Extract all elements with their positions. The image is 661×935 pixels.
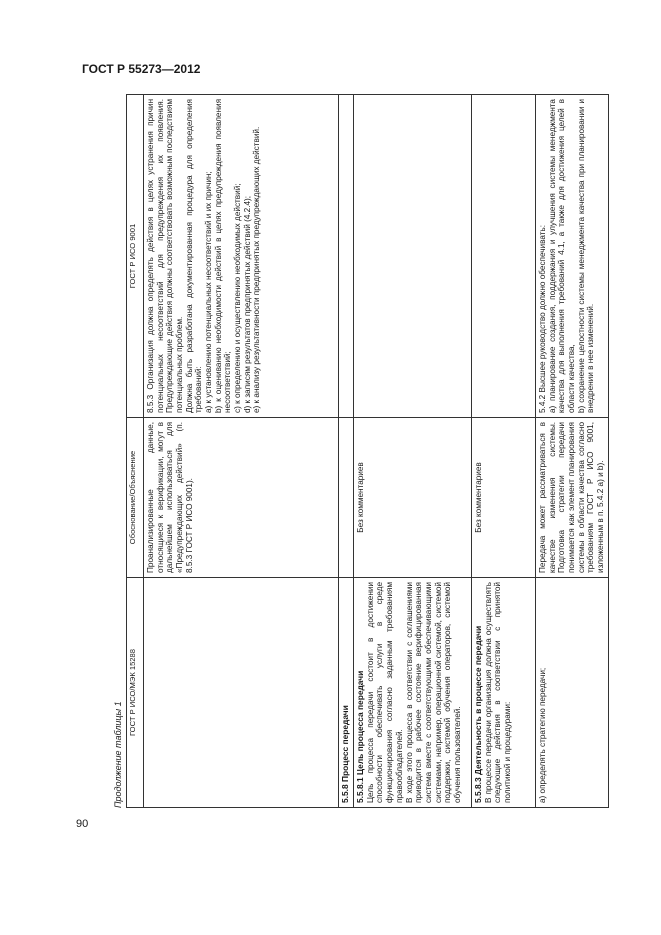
table-row (471, 95, 535, 808)
table-continuation-caption: Продолжение таблицы 1 (113, 701, 123, 808)
section-row (339, 95, 354, 808)
document-title: ГОСТ Р 55273—2012 (82, 62, 201, 76)
table-cell (144, 578, 339, 808)
table-cell (535, 578, 608, 808)
page-number: 90 (76, 818, 89, 830)
cell-text: a) к установлению потенциальных несоответствий и их причин; (204, 171, 214, 413)
table-cell (471, 95, 535, 418)
rotated-table-area (113, 95, 617, 808)
no-comments-cell: Без комментариев (353, 418, 471, 578)
column-header: Обоснование/Объяснение (127, 418, 144, 578)
table-cell (471, 578, 535, 808)
cell-text: Передача может рассматриваться в качестве изменения системы. Подготовка стратегии передачи понимается как элемент планирования системы в области качества согласно требованиям ГОСТ Р ИСО 9001, изложенным в п. 5.4.2 а) и b). (537, 422, 605, 573)
table-header-row (127, 95, 144, 808)
table-cell (339, 95, 354, 418)
subsection-heading: 5.5.8.1 Цель процесса передачи (354, 670, 365, 803)
cell-text: В процессе передачи организация должна осуществлять следующие действия в соответствии с принятой политикой и процедурами: (483, 582, 513, 803)
column-header: ГОСТ Р ИСО 9001 (127, 95, 144, 418)
cell-text: c) к определению и осуществлению необходимых действий; (233, 183, 243, 413)
table-row (535, 95, 608, 808)
table-cell (144, 95, 339, 418)
cell-text: В ходе этого процесса в соответствии с соглашениями приводится в рабочее состояние верифицированная система вместе с соответствующими обеспечивающими системами, например, операционной системой, системой поддержки, системой обучения операторов, системой обучения пользователей. (404, 582, 462, 803)
table-cell (535, 95, 608, 418)
cell-text: 5.4.2 Высшее руководство должно обеспечивать: (537, 224, 547, 413)
cell-text: а) определять стратегию передачи; (537, 667, 547, 803)
cell-text: d) к записям результатов предпринятых действий (4.2.4); (242, 195, 252, 413)
cell-text: Проанализированные данные, относящиеся к верификации, могут в дальнейшем использоваться для «Предупреждающих действий» (п. 8.5.3 ГОСТ Р ИСО 9001). (146, 422, 194, 573)
table-cell (535, 418, 608, 578)
cell-text: a) планирование создания, поддержания и улучшения системы менеджмента качества для выполнения требований 4.1, а также для достижения целей в области качества, (547, 99, 576, 413)
table-cell (339, 418, 354, 578)
cell-text: b) сохранение целостности системы менеджмента качества при планировании и внедрении в нее изменений. (576, 99, 596, 413)
table-cell (353, 578, 471, 808)
table-cell (144, 418, 339, 578)
section-heading: 5.5.8 Процесс передачи (339, 578, 354, 808)
table-row (353, 95, 471, 808)
comparison-table (126, 94, 609, 808)
table-cell (353, 95, 471, 418)
cell-text: 8.5.3 Организация должна определять действия в целях устранения причин потенциальных несоответствий для предупреждения их появления. Предупреждающие действия должны соответствовать возможным последствиям потенциальных проблем. (146, 99, 185, 413)
no-comments-cell: Без комментариев (471, 418, 535, 578)
subsection-heading: 5.5.8.3 Деятельность в процессе передачи (472, 625, 483, 803)
cell-text: Должна быть разработана документированная процедура для определения требований: (184, 99, 204, 413)
cell-text: b) к оцениванию необходимости действий в целях предупреждения появления несоответствий; (213, 99, 233, 413)
table-row (144, 95, 339, 808)
cell-text: e) к анализу результативности предпринятых предупреждающих действий. (252, 126, 262, 413)
cell-text: Цель процесса передачи состоит в достижении способности обеспечивать услуги в среде функционирования согласно заданным требованиям правообладателей. (365, 582, 404, 803)
column-header: ГОСТ Р ИСО/МЭК 15288 (127, 578, 144, 808)
